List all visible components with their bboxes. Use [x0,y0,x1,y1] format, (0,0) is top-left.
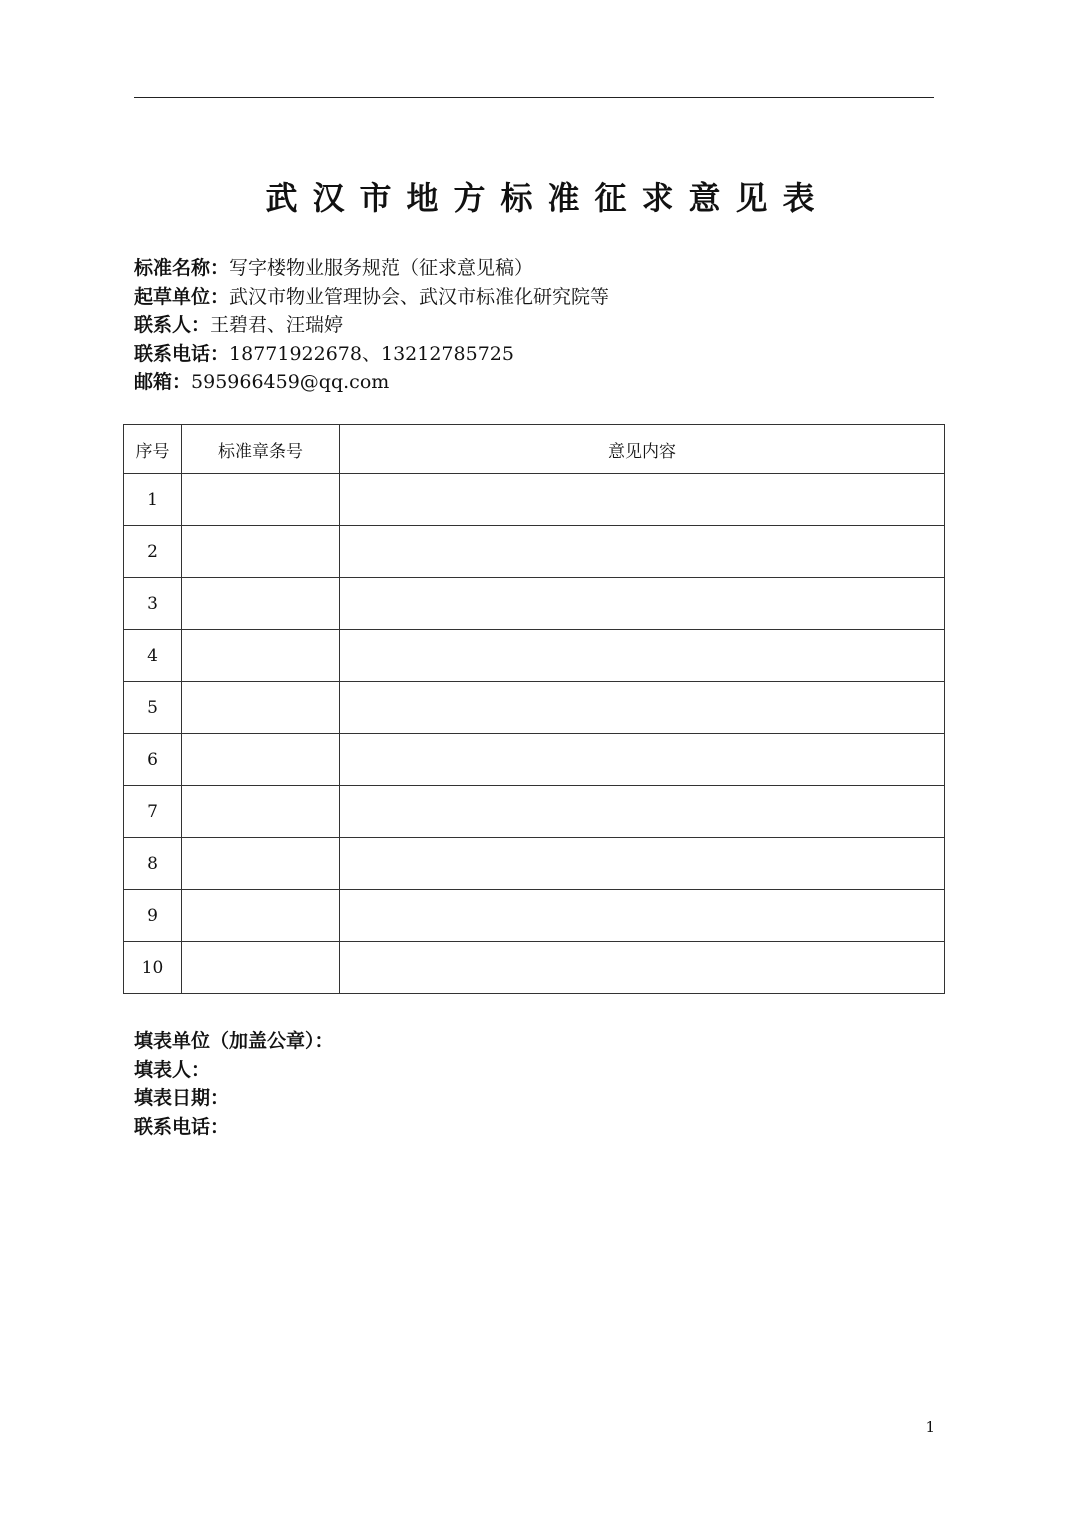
table-row [124,474,945,526]
table-row [124,890,945,942]
table-row [124,526,945,578]
clause-number-cell[interactable] [182,734,340,786]
table-header-row [124,425,945,474]
phone-label: 联系电话： [134,342,230,365]
clause-number-cell[interactable] [182,474,340,526]
standard-name-label: 标准名称： [134,257,230,279]
table-row [124,734,945,786]
row-serial: 7 [124,786,182,838]
opinion-content-cell[interactable] [340,838,945,890]
clause-number-cell[interactable] [182,682,340,734]
email-value: 595966459@qq.com [191,371,390,393]
standard-name-row [134,254,954,283]
opinion-table [123,424,945,994]
clause-number-cell[interactable] [182,786,340,838]
row-serial: 1 [124,474,182,526]
contact-row [134,311,954,340]
row-serial: 6 [124,734,182,786]
table-row [124,942,945,994]
phone-row [134,340,954,369]
clause-number-cell[interactable] [182,578,340,630]
table-row [124,786,945,838]
filling-date-label: 填表日期： [134,1087,230,1109]
header-clause-number: 标准章条号 [182,425,340,474]
header-opinion-content: 意见内容 [340,425,945,474]
filler-label: 填表人： [134,1058,211,1081]
form-footer [134,1027,334,1141]
opinion-content-cell[interactable] [340,890,945,942]
table-row [124,578,945,630]
page-title: 武汉市地方标准征求意见表 [265,179,830,217]
phone-value: 18771922678、13212785725 [229,342,514,365]
row-serial: 4 [124,630,182,682]
opinion-content-cell[interactable] [340,630,945,682]
table-row [124,838,945,890]
opinion-content-cell[interactable] [340,786,945,838]
drafting-unit-value: 武汉市物业管理协会、武汉市标准化研究院等 [229,285,610,308]
page-number: 1 [925,1418,935,1436]
row-serial: 9 [124,890,182,942]
row-serial: 5 [124,682,182,734]
footer-phone-label: 联系电话： [134,1115,230,1138]
row-serial: 2 [124,526,182,578]
drafting-unit-row [134,283,954,312]
contact-label: 联系人： [134,314,211,336]
opinion-content-cell[interactable] [340,526,945,578]
clause-number-cell[interactable] [182,630,340,682]
table-row [124,630,945,682]
clause-number-cell[interactable] [182,526,340,578]
opinion-content-cell[interactable] [340,682,945,734]
clause-number-cell[interactable] [182,890,340,942]
standard-info [134,254,954,397]
header-serial: 序号 [124,425,182,474]
opinion-content-cell[interactable] [340,578,945,630]
opinion-content-cell[interactable] [340,474,945,526]
row-serial: 10 [124,942,182,994]
filling-unit-label: 填表单位（加盖公章）： [134,1030,334,1052]
header-rule [134,97,934,98]
clause-number-cell[interactable] [182,838,340,890]
opinion-content-cell[interactable] [340,942,945,994]
email-label: 邮箱： [134,371,192,393]
contact-value: 王碧君、汪瑞婷 [210,314,344,336]
opinion-content-cell[interactable] [340,734,945,786]
email-row [134,368,954,397]
clause-number-cell[interactable] [182,942,340,994]
standard-name-value: 写字楼物业服务规范（征求意见稿） [229,257,534,279]
table-row [124,682,945,734]
drafting-unit-label: 起草单位： [134,285,230,308]
row-serial: 3 [124,578,182,630]
row-serial: 8 [124,838,182,890]
